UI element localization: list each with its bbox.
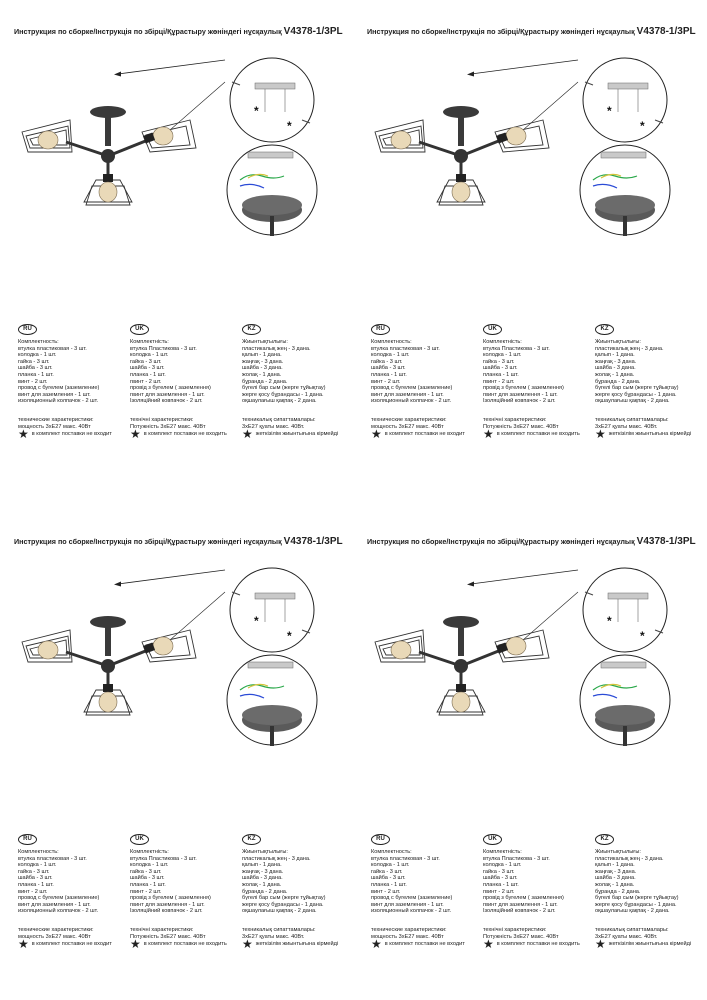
asterisk-icon: ★	[371, 937, 382, 951]
kit-item: колодка - 1 шт.	[130, 352, 169, 359]
kit-item: колодка - 1 шт.	[18, 352, 57, 359]
uk-note-text: в комплект поставки не входить	[496, 941, 580, 947]
kz-tech-heading: техникалық сипаттамалары:	[595, 926, 669, 933]
kit-item: гвинт - 2 шт.	[483, 888, 515, 895]
kit-item: гайка - 3 шт.	[371, 358, 403, 365]
arrow-head-icon	[467, 582, 474, 587]
uk-tech-heading: технічні характеристики:	[483, 926, 547, 933]
instruction-sheet-1	[0, 0, 343, 490]
kit-item: пластикалық жең - 3 дана.	[242, 345, 311, 352]
kit-item: пластикалық жең - 3 дана.	[595, 855, 664, 862]
kit-item: оқшаулағыш қақпақ - 2 дана.	[242, 908, 317, 915]
kit-item: гайка - 3 шт.	[483, 868, 515, 875]
kit-item: жаңғақ - 3 дана.	[242, 868, 284, 875]
kit-item: планка - 1 шт.	[18, 371, 54, 378]
ru-note	[371, 427, 465, 441]
kit-item: гайка - 3 шт.	[18, 868, 50, 875]
kit-item: провід з бугелем ( заземлення)	[483, 385, 564, 392]
ru-column	[18, 834, 128, 951]
kit-item: Ізоляційний ковпачок - 2 шт.	[130, 398, 203, 405]
instruction-sheet-3	[0, 510, 343, 1000]
kit-item: пластикалық жең - 3 дана.	[242, 855, 311, 862]
kit-item: колодка - 1 шт.	[130, 862, 169, 869]
kz-item-list	[242, 346, 352, 405]
kit-item: втулка пластиковая - 3 шт.	[371, 855, 440, 862]
instruction-sheet-4	[353, 510, 696, 1000]
kit-item: винт - 2 шт.	[371, 888, 401, 895]
ru-note	[371, 937, 465, 951]
title-text: Инструкция по сборке/Інструкція по збірці/Құрастыру жөніндегі нұсқаулық	[367, 537, 635, 546]
ru-badge: RU	[18, 324, 37, 335]
kit-item: провод с бугелем (заземление)	[371, 385, 453, 392]
ru-tech-heading: технические характеристики:	[371, 416, 447, 423]
uk-note	[483, 427, 580, 441]
kit-item: планка - 1 шт.	[371, 881, 407, 888]
mounting-detail-circle	[230, 568, 314, 652]
ru-badge: RU	[371, 834, 390, 845]
kit-item: қалып - 1 дана.	[242, 862, 282, 869]
asterisk-icon: ★	[371, 427, 382, 441]
kz-heading: Жиынтықтылығы:	[242, 849, 288, 855]
ru-tech-heading: технические характеристики:	[18, 926, 94, 933]
kit-item: шайба - 3 шт.	[371, 365, 406, 372]
kit-item: гвинт для заземлення - 1 шт.	[130, 391, 205, 398]
mounting-bar	[255, 83, 295, 89]
mounting-bar	[255, 593, 295, 599]
kit-item: гайка - 3 шт.	[371, 868, 403, 875]
uk-item-list	[130, 856, 240, 915]
ru-column	[371, 834, 481, 951]
uk-note-text: в комплект поставки не входить	[143, 431, 227, 437]
kit-item: шайба - 3 дана.	[595, 875, 636, 882]
uk-badge: UK	[483, 324, 502, 335]
uk-item-list	[483, 856, 593, 915]
model-number: V4378-1/3PL	[636, 536, 696, 547]
uk-tech-value: Потужність 3хE27 макс. 40Вт	[483, 423, 559, 430]
uk-heading: Комплектність:	[483, 339, 522, 345]
kit-item: втулка Пластикова - 3 шт.	[483, 855, 550, 862]
uk-badge: UK	[130, 324, 149, 335]
kz-tech-heading: техникалық сипаттамалары:	[242, 416, 316, 423]
ru-tech-value: мощность 3хE27 макс. 40Вт	[18, 423, 91, 430]
svg-text:*: *	[640, 119, 645, 133]
arrow-head-icon	[114, 72, 121, 77]
kit-item: винт - 2 шт.	[18, 378, 48, 385]
kit-item: шайба - 3 шт.	[483, 365, 518, 372]
kz-item-list	[595, 856, 705, 915]
uk-badge: UK	[130, 834, 149, 845]
kit-item: провід з бугелем ( заземлення)	[130, 385, 211, 392]
lamp-illustration	[0, 40, 340, 260]
kit-item: жолақ - 1 дана.	[242, 371, 282, 378]
asterisk-icon: ★	[595, 427, 606, 441]
asterisk-icon: ★	[130, 937, 141, 951]
pointer-line	[118, 60, 225, 74]
kz-column	[595, 324, 705, 441]
uk-column	[483, 324, 593, 441]
asterisk-icon: ★	[242, 937, 253, 951]
kit-item: оқшаулағыш қақпақ - 2 дана.	[595, 908, 670, 915]
ru-heading: Комплектность:	[371, 339, 412, 345]
kit-item: Ізоляційний ковпачок - 2 шт.	[130, 908, 203, 915]
kit-item: шайба - 3 шт.	[371, 875, 406, 882]
kz-item-list	[242, 856, 352, 915]
kz-note	[595, 427, 692, 441]
kz-tech-value: 3хE27 қуаты макс. 40Вт.	[242, 423, 305, 430]
uk-badge: UK	[483, 834, 502, 845]
kz-note	[242, 427, 339, 441]
kit-item: жерге қосу бұрандасы - 1 дана.	[242, 391, 324, 398]
kit-item: жаңғақ - 3 дана.	[595, 358, 637, 365]
instruction-sheet-2	[353, 0, 696, 490]
kit-item: провод с бугелем (заземление)	[18, 385, 100, 392]
kit-item: жерге қосу бұрандасы - 1 дана.	[595, 901, 677, 908]
lamp-illustration	[0, 550, 340, 770]
ru-note-text: в комплект поставки не входит	[31, 431, 112, 437]
kit-item: планка - 1 шт.	[371, 371, 407, 378]
kz-note-text: жеткізілім жиынтығына кірмейді	[255, 941, 339, 947]
sheet-title	[14, 26, 343, 37]
uk-note-text: в комплект поставки не входить	[143, 941, 227, 947]
kit-item: колодка - 1 шт.	[483, 352, 522, 359]
mounting-bar	[608, 83, 648, 89]
kit-item: втулка Пластикова - 3 шт.	[130, 345, 197, 352]
ru-heading: Комплектность:	[18, 849, 59, 855]
kz-item-list	[595, 346, 705, 405]
kz-tech-value: 3хE27 қуаты макс. 40Вт.	[595, 423, 658, 430]
kit-item: гвинт - 2 шт.	[130, 378, 162, 385]
kit-item: колодка - 1 шт.	[371, 862, 410, 869]
kit-item: втулка Пластикова - 3 шт.	[483, 345, 550, 352]
kit-item: гвинт для заземлення - 1 шт.	[130, 901, 205, 908]
ru-badge: RU	[371, 324, 390, 335]
title-text: Инструкция по сборке/Інструкція по збірці/Құрастыру жөніндегі нұсқаулық	[367, 27, 635, 36]
uk-tech-value: Потужність 3хE27 макс. 40Вт	[483, 933, 559, 940]
kit-item: провід з бугелем ( заземлення)	[130, 895, 211, 902]
uk-tech-value: Потужність 3хE27 макс. 40Вт	[130, 423, 206, 430]
kit-item: винт - 2 шт.	[18, 888, 48, 895]
kit-item: шайба - 3 шт.	[483, 875, 518, 882]
title-text: Инструкция по сборке/Інструкція по збірці/Құрастыру жөніндегі нұсқаулық	[14, 537, 282, 546]
mounting-detail-circle	[230, 58, 314, 142]
pointer-line	[471, 60, 578, 74]
kz-heading: Жиынтықтылығы:	[595, 849, 641, 855]
uk-heading: Комплектність:	[130, 339, 169, 345]
kit-item: колодка - 1 шт.	[483, 862, 522, 869]
kit-item: винт для заземления - 1 шт.	[371, 901, 444, 908]
uk-item-list	[130, 346, 240, 405]
svg-text:*: *	[607, 104, 612, 118]
lamp-illustration	[353, 550, 693, 770]
kz-badge: KZ	[242, 834, 261, 845]
ru-note	[18, 427, 112, 441]
kit-item: провід з бугелем ( заземлення)	[483, 895, 564, 902]
svg-text:*: *	[287, 119, 292, 133]
sheet-title	[14, 536, 343, 547]
kit-item: бүгелі бар сым (жерге тұйықтау)	[242, 385, 326, 392]
kit-item: жерге қосу бұрандасы - 1 дана.	[242, 901, 324, 908]
asterisk-icon: ★	[595, 937, 606, 951]
arrow-head-icon	[114, 582, 121, 587]
kit-item: шайба - 3 дана.	[242, 365, 283, 372]
kit-item: изоляционный колпачок - 2 шт.	[371, 908, 452, 915]
kz-heading: Жиынтықтылығы:	[242, 339, 288, 345]
kit-item: бұранда - 2 дана.	[242, 378, 288, 385]
title-text: Инструкция по сборке/Інструкція по збірці/Құрастыру жөніндегі нұсқаулық	[14, 27, 282, 36]
asterisk-icon: ★	[18, 937, 29, 951]
ru-note-text: в комплект поставки не входит	[31, 941, 112, 947]
kit-item: планка - 1 шт.	[483, 881, 519, 888]
kz-note	[242, 937, 339, 951]
kit-item: провод с бугелем (заземление)	[18, 895, 100, 902]
kit-item: планка - 1 шт.	[130, 881, 166, 888]
uk-item-list	[483, 346, 593, 405]
asterisk-icon: ★	[242, 427, 253, 441]
kit-item: втулка пластиковая - 3 шт.	[18, 855, 87, 862]
kit-item: гайка - 3 шт.	[18, 358, 50, 365]
asterisk-icon: ★	[483, 427, 494, 441]
ru-badge: RU	[18, 834, 37, 845]
kit-item: изоляционный колпачок - 2 шт.	[18, 398, 99, 405]
kit-item: шайба - 3 шт.	[130, 365, 165, 372]
kit-item: жаңғақ - 3 дана.	[242, 358, 284, 365]
kit-item: гайка - 3 шт.	[483, 358, 515, 365]
uk-heading: Комплектність:	[483, 849, 522, 855]
lamp-illustration	[353, 40, 693, 260]
kit-item: оқшаулағыш қақпақ - 2 дана.	[595, 398, 670, 405]
kit-item: шайба - 3 шт.	[18, 875, 53, 882]
kit-item: қалып - 1 дана.	[595, 862, 635, 869]
kz-note-text: жеткізілім жиынтығына кірмейді	[255, 431, 339, 437]
kit-item: гайка - 3 шт.	[130, 868, 162, 875]
kit-item: бүгелі бар сым (жерге тұйықтау)	[242, 895, 326, 902]
kit-item: бұранда - 2 дана.	[595, 378, 641, 385]
model-number: V4378-1/3PL	[283, 26, 343, 37]
kz-tech-heading: техникалық сипаттамалары:	[242, 926, 316, 933]
uk-tech-heading: технічні характеристики:	[130, 416, 194, 423]
kz-tech-heading: техникалық сипаттамалары:	[595, 416, 669, 423]
uk-note	[130, 427, 227, 441]
mounting-detail-circle	[583, 568, 667, 652]
kz-column	[242, 324, 352, 441]
asterisk-icon: ★	[483, 937, 494, 951]
kit-item: бүгелі бар сым (жерге тұйықтау)	[595, 895, 679, 902]
svg-text:*: *	[254, 614, 259, 628]
kit-item: планка - 1 шт.	[18, 881, 54, 888]
uk-note	[483, 937, 580, 951]
ru-tech-value: мощность 3хE27 макс. 40Вт	[371, 933, 444, 940]
kit-item: жолақ - 1 дана.	[595, 881, 635, 888]
kit-item: гвинт - 2 шт.	[130, 888, 162, 895]
uk-column	[130, 324, 240, 441]
kz-badge: KZ	[595, 834, 614, 845]
kz-tech-value: 3хE27 қуаты макс. 40Вт.	[242, 933, 305, 940]
kit-item: бұранда - 2 дана.	[242, 888, 288, 895]
model-number: V4378-1/3PL	[636, 26, 696, 37]
svg-text:*: *	[254, 104, 259, 118]
svg-text:*: *	[640, 629, 645, 643]
uk-note	[130, 937, 227, 951]
kz-badge: KZ	[242, 324, 261, 335]
svg-text:*: *	[607, 614, 612, 628]
ru-column	[18, 324, 128, 441]
kit-item: винт для заземления - 1 шт.	[18, 391, 91, 398]
kit-item: втулка пластиковая - 3 шт.	[18, 345, 87, 352]
kit-item: колодка - 1 шт.	[371, 352, 410, 359]
arrow-head-icon	[467, 72, 474, 77]
uk-tech-value: Потужність 3хE27 макс. 40Вт	[130, 933, 206, 940]
kz-column	[595, 834, 705, 951]
kz-note	[595, 937, 692, 951]
mounting-bar	[608, 593, 648, 599]
ru-heading: Комплектность:	[371, 849, 412, 855]
kit-item: жаңғақ - 3 дана.	[595, 868, 637, 875]
kit-item: қалып - 1 дана.	[595, 352, 635, 359]
kit-item: планка - 1 шт.	[130, 371, 166, 378]
kz-badge: KZ	[595, 324, 614, 335]
kit-item: гвинт для заземлення - 1 шт.	[483, 391, 558, 398]
kit-item: винт для заземления - 1 шт.	[371, 391, 444, 398]
kit-item: планка - 1 шт.	[483, 371, 519, 378]
kit-item: бұранда - 2 дана.	[595, 888, 641, 895]
kit-item: қалып - 1 дана.	[242, 352, 282, 359]
kit-item: втулка Пластикова - 3 шт.	[130, 855, 197, 862]
kit-item: изоляционный колпачок - 2 шт.	[371, 398, 452, 405]
ru-item-list	[371, 346, 481, 405]
kit-item: шайба - 3 шт.	[130, 875, 165, 882]
uk-column	[483, 834, 593, 951]
ru-note	[18, 937, 112, 951]
kit-item: бүгелі бар сым (жерге тұйықтау)	[595, 385, 679, 392]
pointer-line	[471, 570, 578, 584]
kit-item: жолақ - 1 дана.	[242, 881, 282, 888]
ru-note-text: в комплект поставки не входит	[384, 431, 465, 437]
kit-item: шайба - 3 дана.	[242, 875, 283, 882]
ru-heading: Комплектность:	[18, 339, 59, 345]
ru-tech-heading: технические характеристики:	[371, 926, 447, 933]
uk-heading: Комплектність:	[130, 849, 169, 855]
kit-item: винт - 2 шт.	[371, 378, 401, 385]
sheet-title	[367, 536, 696, 547]
model-number: V4378-1/3PL	[283, 536, 343, 547]
kz-column	[242, 834, 352, 951]
kz-tech-value: 3хE27 қуаты макс. 40Вт.	[595, 933, 658, 940]
sheet-title	[367, 26, 696, 37]
ru-tech-value: мощность 3хE27 макс. 40Вт	[371, 423, 444, 430]
asterisk-icon: ★	[130, 427, 141, 441]
kit-item: жерге қосу бұрандасы - 1 дана.	[595, 391, 677, 398]
ru-tech-value: мощность 3хE27 макс. 40Вт	[18, 933, 91, 940]
kit-item: Ізоляційний ковпачок - 2 шт.	[483, 908, 556, 915]
kit-item: шайба - 3 дана.	[595, 365, 636, 372]
ru-note-text: в комплект поставки не входит	[384, 941, 465, 947]
ru-column	[371, 324, 481, 441]
uk-tech-heading: технічні характеристики:	[483, 416, 547, 423]
uk-column	[130, 834, 240, 951]
kit-item: винт для заземления - 1 шт.	[18, 901, 91, 908]
kit-item: гайка - 3 шт.	[130, 358, 162, 365]
kz-note-text: жеткізілім жиынтығына кірмейді	[608, 431, 692, 437]
kit-item: колодка - 1 шт.	[18, 862, 57, 869]
svg-text:*: *	[287, 629, 292, 643]
kz-heading: Жиынтықтылығы:	[595, 339, 641, 345]
kit-item: оқшаулағыш қақпақ - 2 дана.	[242, 398, 317, 405]
uk-tech-heading: технічні характеристики:	[130, 926, 194, 933]
ru-item-list	[371, 856, 481, 915]
kit-item: провод с бугелем (заземление)	[371, 895, 453, 902]
kit-item: шайба - 3 шт.	[18, 365, 53, 372]
mounting-detail-circle	[583, 58, 667, 142]
ru-tech-heading: технические характеристики:	[18, 416, 94, 423]
asterisk-icon: ★	[18, 427, 29, 441]
kit-item: Ізоляційний ковпачок - 2 шт.	[483, 398, 556, 405]
kit-item: изоляционный колпачок - 2 шт.	[18, 908, 99, 915]
ru-item-list	[18, 856, 128, 915]
kz-note-text: жеткізілім жиынтығына кірмейді	[608, 941, 692, 947]
kit-item: гвинт - 2 шт.	[483, 378, 515, 385]
uk-note-text: в комплект поставки не входить	[496, 431, 580, 437]
kit-item: гвинт для заземлення - 1 шт.	[483, 901, 558, 908]
kit-item: втулка пластиковая - 3 шт.	[371, 345, 440, 352]
kit-item: пластикалық жең - 3 дана.	[595, 345, 664, 352]
ru-item-list	[18, 346, 128, 405]
kit-item: жолақ - 1 дана.	[595, 371, 635, 378]
pointer-line	[118, 570, 225, 584]
